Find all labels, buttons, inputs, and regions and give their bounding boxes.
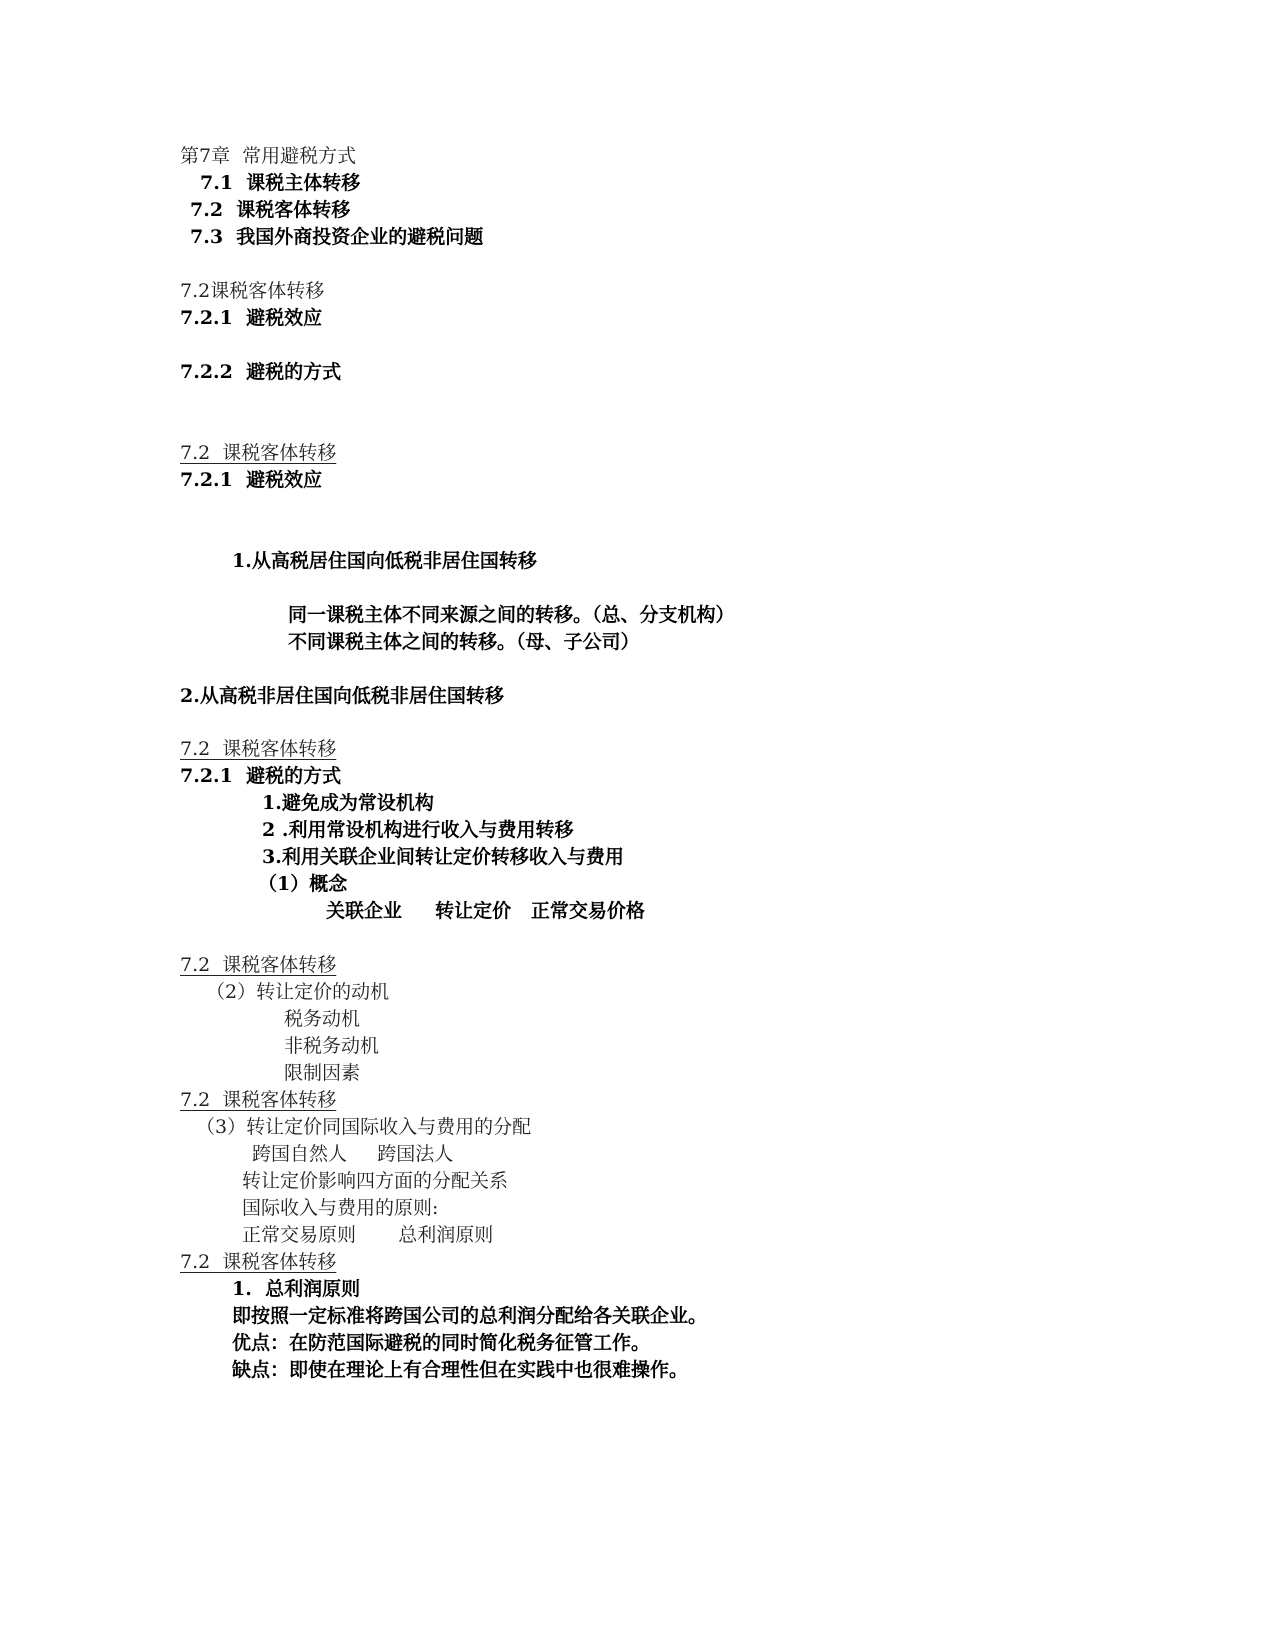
- subsection-heading: 7.2.1 避税效应: [180, 307, 323, 329]
- definition-text: 即按照一定标准将跨国公司的总利润分配给各关联企业。: [232, 1305, 708, 1327]
- list-item: 同一课税主体不同来源之间的转移。（总、分支机构）: [288, 604, 735, 626]
- subsection-heading: 7.2.2 避税的方式: [180, 361, 342, 383]
- section-heading: 7.2 课税客体转移: [180, 442, 337, 464]
- section-heading: 7.2 课税客体转移: [180, 954, 337, 976]
- section-heading: 7.2 课税客体转移: [180, 738, 337, 760]
- list-item: 转让定价影响四方面的分配关系: [242, 1170, 509, 1192]
- toc-item-7-3: 7.3 我国外商投资企业的避税问题: [190, 226, 484, 248]
- list-item: 1.从高税居住国向低税非居住国转移: [232, 550, 537, 572]
- list-item: 非税务动机: [284, 1035, 380, 1057]
- list-item: 国际收入与费用的原则:: [242, 1197, 439, 1219]
- list-item: 3.利用关联企业间转让定价转移收入与费用: [262, 846, 624, 868]
- list-item: （1）概念: [258, 873, 348, 895]
- section-heading: 7.2课税客体转移: [180, 280, 325, 302]
- list-item: 1.避免成为常设机构: [262, 792, 434, 814]
- toc-item-7-2: 7.2 课税客体转移: [190, 199, 351, 221]
- list-item: 2 .利用常设机构进行收入与费用转移: [262, 819, 574, 841]
- subsection-heading: 7.2.1 避税效应: [180, 469, 323, 491]
- section-heading: 7.2 课税客体转移: [180, 1089, 337, 1111]
- subsection-heading: 7.2.1 避税的方式: [180, 765, 342, 787]
- advantage-text: 优点：在防范国际避税的同时简化税务征管工作。: [232, 1332, 651, 1354]
- list-item: 正常交易原则 总利润原则: [242, 1224, 494, 1246]
- list-item: 不同课税主体之间的转移。（母、子公司）: [288, 631, 640, 653]
- list-item: 限制因素: [284, 1062, 361, 1084]
- list-item: 1. 总利润原则: [232, 1278, 361, 1300]
- list-item: 税务动机: [284, 1008, 361, 1030]
- toc-item-7-1: 7.1 课税主体转移: [200, 172, 361, 194]
- list-item: 跨国自然人 跨国法人: [252, 1143, 454, 1165]
- list-item: 2.从高税非居住国向低税非居住国转移: [180, 685, 504, 707]
- section-heading: 7.2 课税客体转移: [180, 1251, 337, 1273]
- concept-terms: 关联企业 转让定价 正常交易价格: [326, 900, 645, 922]
- list-item: （3）转让定价同国际收入与费用的分配: [196, 1116, 532, 1138]
- disadvantage-text: 缺点：即使在理论上有合理性但在实践中也很难操作。: [232, 1359, 689, 1381]
- list-item: （2）转让定价的动机: [206, 981, 390, 1003]
- chapter-title: 第7章 常用避税方式: [180, 145, 357, 167]
